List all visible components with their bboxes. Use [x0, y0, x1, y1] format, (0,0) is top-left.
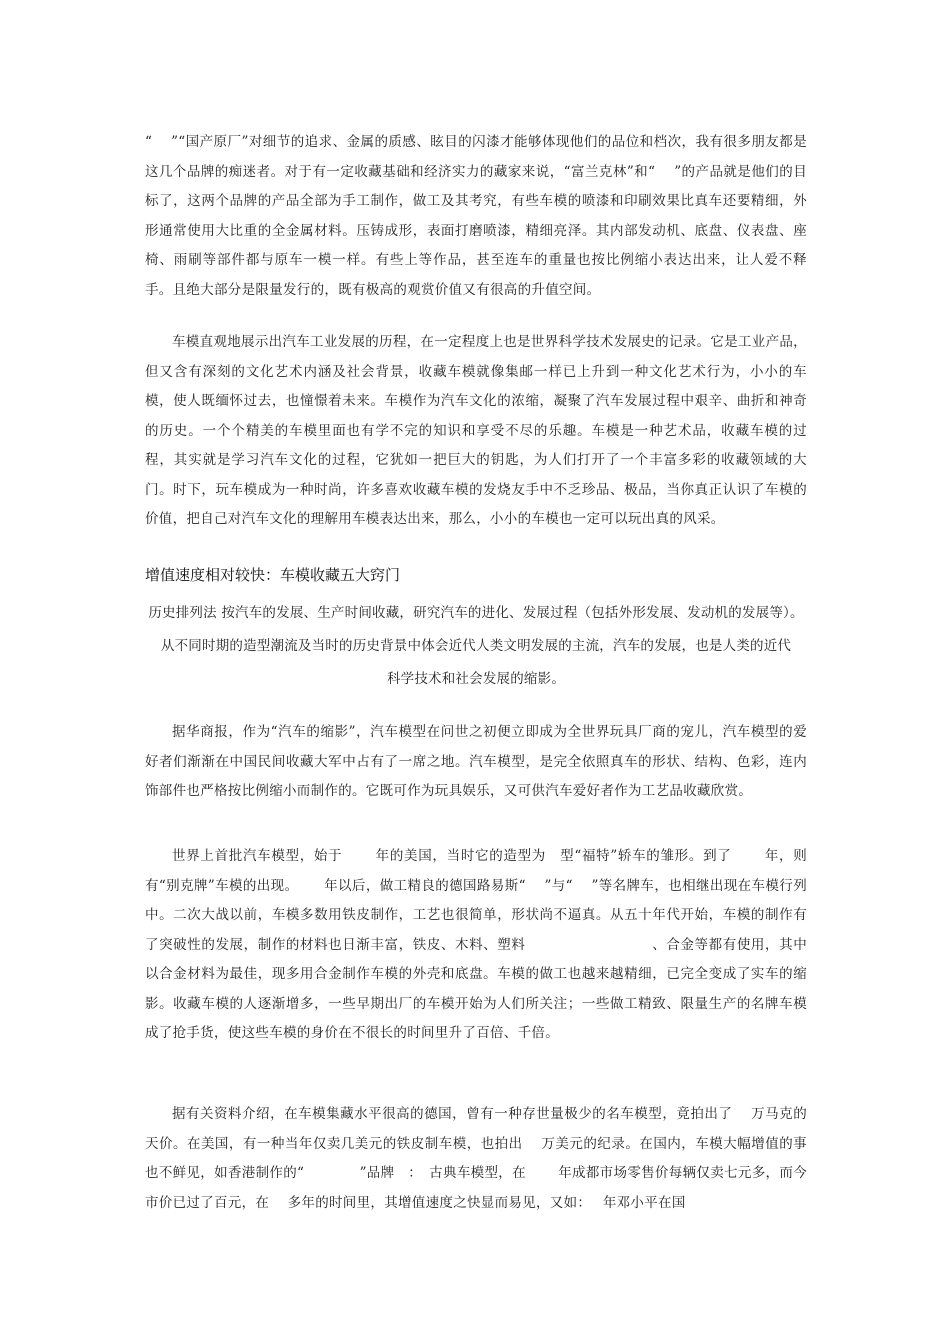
paragraph-car-model-culture: 车模直观地展示出汽车工业发展的历程，在一定程度上也是世界科学技术发展史的记录。它是工业产品，但又含有深刻的文化艺术内涵及社会背景，收藏车模就像集邮一样已上升到一种文化艺术行为，小小的车模，使人既缅怀过去，也憧憬着未来。车模作为汽车文化的浓缩，凝聚了汽车发展过程中艰辛、曲折和神奇的历史。一个个精美的车模里面也有学不完的知识和享受不尽的乐趣。车模是一种艺术品，收藏车模的过程，其实就是学习汽车文化的过程，它犹如一把巨大的钥匙，为人们打开了一个丰富多彩的收藏领域的大门。时下，玩车模成为一种时尚，许多喜欢收藏车模的发烧友手中不乏珍品、极品，当你真正认识了车模的价值，把自己对汽车文化的理解用车模表达出来，那么，小小的车模也一定可以玩出真的风采。 — [145, 334, 807, 527]
history-method-line-1: 历史排列法 按汽车的发展、生产时间收藏，研究汽车的进化、发展过程（包括外形发展、发动机的发展等）。 — [148, 605, 804, 621]
history-method-line-2: 从不同时期的造型潮流及当时的历史背景中体会近代人类文明发展的主流，汽车的发展，也是人类的近代 — [160, 638, 792, 654]
paragraph-auction-values: 据有关资料介绍，在车模集藏水平很高的德国，曾有一种存世量极少的名车模型，竟拍出了 万马克的天价。在美国，有一种当年仅卖几美元的铁皮制车模，也拍出 万美元的纪录。在国内，车模大幅增值的事也不鲜见，如香港制作的“ ”品牌 ： 古典车模型，在 年成都市场零售价每辆仅卖七元多，而今市价已过了百元，在 多年的时间里，其增值速度之快显而易见，又如： 年邓小平在国 — [145, 1106, 807, 1211]
section-heading: 增值速度相对较快：车模收藏五大窍门 — [145, 566, 401, 584]
paragraph-huashang-report: 据华商报，作为“汽车的缩影”，汽车模型在问世之初便立即成为全世界玩具厂商的宠儿，汽车模型的爱好者们渐渐在中国民间收藏大军中占有了一席之地。汽车模型，是完全依照真车的形状、结构、色彩，连内饰部件也严格按比例缩小而制作的。它既可作为玩具娱乐，又可供汽车爱好者作为工艺品收藏欣赏。 — [145, 724, 807, 799]
paragraph-history-method — [145, 597, 807, 696]
paragraph-first-car-models: 世界上首批汽车模型，始于 年的美国，当时它的造型为 型“福特”轿车的雏形。到了 年，则有“别克牌”车模的出现。 年以后，做工精良的德国路易斯“ ”与“ ”等名牌车，也相继出现在车模行列中。二次大战以前，车模多数用铁皮制作，工艺也很简单，形状尚不逼真。从五十年代开始，车模的制作有了突破性的发展，制作的材料也日渐丰富，铁皮、木料、塑料 、合金等都有使用，其中以合金材料为最佳，现多用合金制作车模的外壳和底盘。车模的做工也越来越精细，已完全变成了实车的缩影。收藏车模的人逐渐增多，一些早期出厂的车模开始为人们所关注；一些做工精致、限量生产的名牌车模成了抢手货，使这些车模的身价在不很长的时间里升了百倍、千倍。 — [145, 848, 807, 1041]
paragraph-brands: “ ”“国产原厂”对细节的追求、金属的质感、眩目的闪漆才能够体现他们的品位和档次，我有很多朋友都是这几个品牌的痴迷者。对于有一定收藏基础和经济实力的藏家来说，“富兰克林”和“ ”的产品就是他们的目标了，这两个品牌的产品全部为手工制作，做工及其考究，有些车模的喷漆和印刷效果比真车还要精细，外形通常使用大比重的全金属材料。压铸成形，表面打磨喷漆，精细亮泽。其内部发动机、底盘、仪表盘、座椅、雨刷等部件都与原车一模一样。有些上等作品，甚至连车的重量也按比例缩小表达出来，让人爱不释手。且绝大部分是限量发行的，既有极高的观赏价值又有很高的升值空间。 — [145, 134, 807, 298]
history-method-line-3: 科学技术和社会发展的缩影。 — [386, 671, 566, 687]
